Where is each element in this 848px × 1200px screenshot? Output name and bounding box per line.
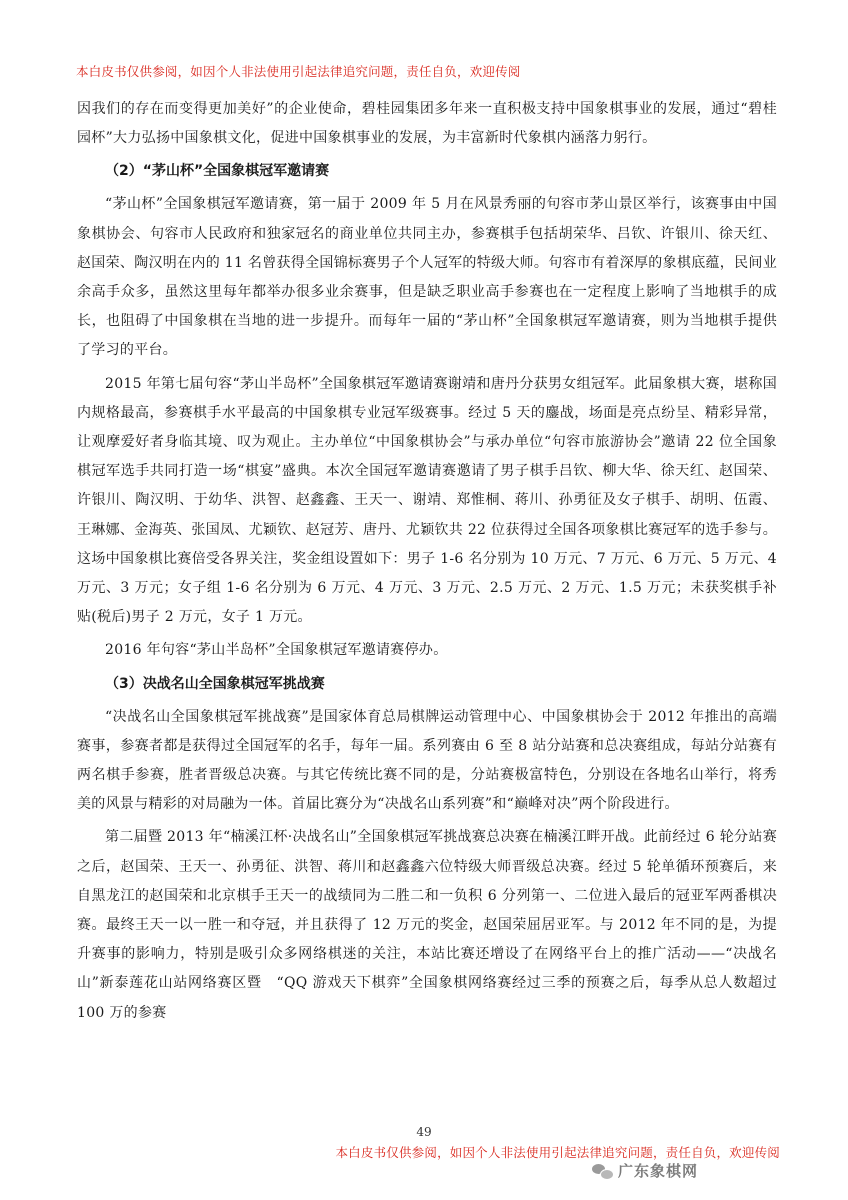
intro-paragraph: 因我们的存在而变得更加美好”的企业使命，碧桂园集团多年来一直积极支持中国象棋事业的发展，通过“碧桂园杯”大力弘扬中国象棋文化，促进中国象棋事业的发展，为丰富新时代象棋内涵落力躬行。: [77, 101, 777, 147]
footer-disclaimer: 本白皮书仅供参阅，如因个人非法使用引起法律追究问题，责任自负，欢迎传阅: [335, 1145, 780, 1160]
wechat-icon: [592, 1162, 614, 1180]
header-disclaimer: 本白皮书仅供参阅，如因个人非法使用引起法律追究问题，责任自负，欢迎传阅: [76, 64, 521, 79]
section-3-paragraph-1: “决战名山全国象棋冠军挑战赛”是国家体育总局棋牌运动管理中心、中国象棋协会于 2012 年推出的高端赛事，参赛者都是获得过全国冠军的名手，每年一届。系列赛由 6 至 8 站分站赛和总决赛组成，每站分站赛有两名棋手参赛，胜者晋级总决赛。与其它传统比赛不同的是，分站赛极富特色，分别设在各地名山举行，将秀美的风景与精彩的对局融为一体。首届比赛分为“决战名山系列赛”和“巅峰对决”两个阶段进行。: [77, 708, 777, 813]
watermark: [592, 1160, 698, 1181]
section-2-paragraph-2: 2015 年第七届句容“茅山半岛杯”全国象棋冠军邀请赛谢靖和唐丹分获男女组冠军。此届象棋大赛，堪称国内规格最高，参赛棋手水平最高的中国象棋专业冠军级赛事。经过 5 天的鏖战，场面是亮点纷呈、精彩异常，让观摩爱好者身临其境、叹为观止。主办单位“中国象棋协会”与承办单位“句容市旅游协会”邀请 22 位全国象棋冠军选手共同打造一场“棋宴”盛典。本次全国冠军邀请赛邀请了男子棋手吕钦、柳大华、徐天红、赵国荣、许银川、陶汉明、于幼华、洪智、赵鑫鑫、王天一、谢靖、郑惟桐、蒋川、孙勇征及女子棋手、胡明、伍霞、王琳娜、金海英、张国凤、尤颖钦、赵冠芳、唐丹、尤颖钦共 22 位获得过全国各项象棋比赛冠军的选手参与。这场中国象棋比赛倍受各界关注，奖金组设置如下：男子 1-6 名分别为 10 万元、7 万元、6 万元、5 万元、4 万元、3 万元；女子组 1-6 名分别为 6 万元、4 万元、3 万元、2.5 万元、2 万元、1.5 万元；未获奖棋手补贴(税后)男子 2 万元，女子 1 万元。: [77, 375, 778, 626]
section-2-paragraph-1: “茅山杯”全国象棋冠军邀请赛，第一届于 2009 年 5 月在风景秀丽的句容市茅山景区举行，该赛事由中国象棋协会、句容市人民政府和独家冠名的商业单位共同主办，参赛棋手包括胡荣华、吕钦、许银川、徐天红、赵国荣、陶汉明在内的 11 名曾获得全国锦标赛男子个人冠军的特级大师。句容市有着深厚的象棋底蕴，民间业余高手众多，虽然这里每年都举办很多业余赛事，但是缺乏职业高手参赛也在一定程度上影响了当地棋手的成长，也阻碍了中国象棋在当地的进一步提升。而每年一届的“茅山杯”全国象棋冠军邀请赛，则为当地棋手提供了学习的平台。: [77, 196, 778, 359]
section-2-heading: （2）“茅山杯”全国象棋冠军邀请赛: [105, 163, 330, 180]
section-2-paragraph-3: 2016 年句容“茅山半岛杯”全国象棋冠军邀请赛停办。: [105, 642, 448, 659]
page-number: 49: [416, 1125, 432, 1139]
section-3-paragraph-2: 第二届暨 2013 年“楠溪江杯·决战名山”全国象棋冠军挑战赛总决赛在楠溪江畔开战。此前经过 6 轮分站赛之后，赵国荣、王天一、孙勇征、洪智、蒋川和赵鑫鑫六位特级大师晋级总决赛。经过 5 轮单循环预赛后，来自黑龙江的赵国荣和北京棋手王天一的战绩同为二胜二和一负积 6 分列第一、二位进入最后的冠亚军两番棋决赛。最终王天一以一胜一和夺冠，并且获得了 12 万元的奖金，赵国荣屈居亚军。与 2012 年不同的是，为提升赛事的影响力，特别是吸引众多网络棋迷的关注，本站比赛还增设了在网络平台上的推广活动——“决战名山”新泰莲花山站网络赛区暨 “QQ 游戏天下棋弈”全国象棋网络赛经过三季的预赛之后，每季从总人数超过 100 万的参赛: [77, 829, 777, 1021]
section-3-heading: （3）决战名山全国象棋冠军挑战赛: [105, 675, 325, 692]
watermark-text: 广东象棋网: [617, 1162, 698, 1180]
document-body: [77, 95, 777, 1028]
